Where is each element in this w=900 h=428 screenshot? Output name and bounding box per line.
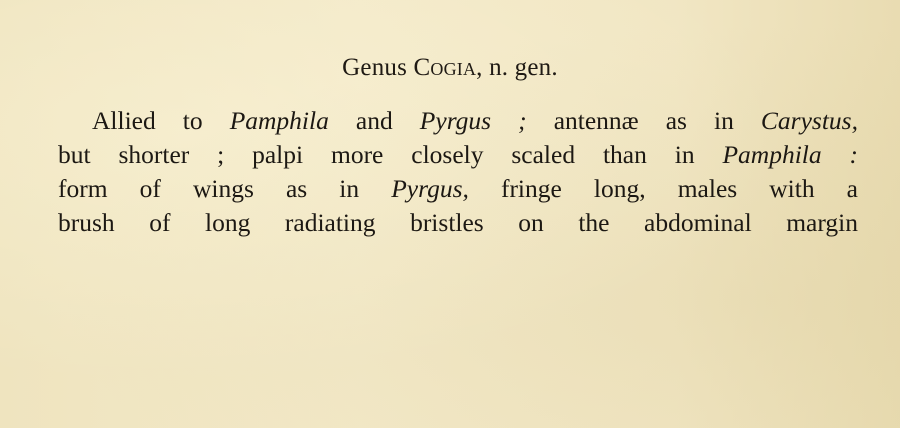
paragraph-line-4	[58, 206, 858, 240]
paragraph-line-2	[58, 138, 858, 172]
heading-prefix: Genus	[342, 54, 414, 81]
text-run: antennæ as in	[526, 106, 761, 135]
paragraph-line-1	[58, 104, 858, 138]
description-paragraph	[58, 104, 858, 240]
heading-genus-name: Cogia	[413, 54, 477, 81]
text-run: and	[328, 106, 420, 135]
text-run: form of wings as in	[58, 174, 392, 203]
genus-pyrgus: Pyrgus ;	[419, 106, 527, 135]
text-run: fringe long, males with a	[468, 174, 858, 203]
text-run: but shorter ; palpi more closely scaled than in	[58, 140, 723, 169]
genus-pamphila: Pamphila	[229, 106, 329, 135]
heading-suffix: , n. gen.	[476, 54, 558, 81]
genus-carystus: Carystus,	[760, 106, 858, 135]
text-run: brush of long radiating bristles on the abdominal margin	[58, 208, 858, 237]
genus-pyrgus: Pyrgus,	[391, 174, 469, 203]
genus-heading	[0, 54, 900, 82]
text-run: Allied to	[92, 106, 230, 135]
paragraph-line-3	[58, 172, 858, 206]
genus-pamphila: Pamphila :	[722, 140, 859, 169]
